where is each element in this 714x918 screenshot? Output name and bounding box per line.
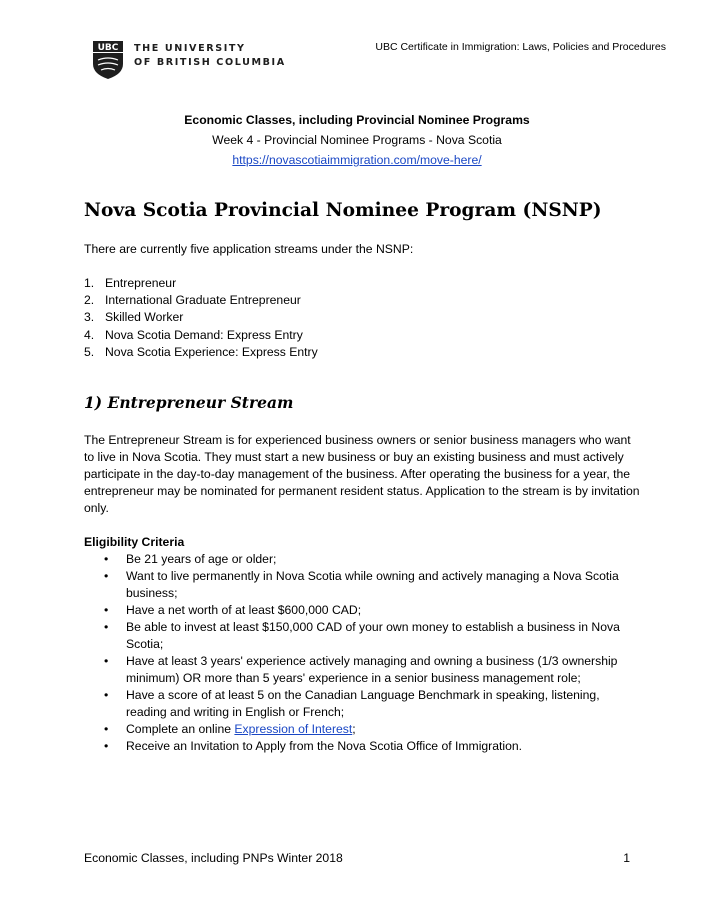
ubc-crest-icon [92, 40, 124, 80]
source-link[interactable]: https://novascotiaimmigration.com/move-here/ [232, 153, 482, 167]
section-heading: 1) Entrepreneur Stream [84, 393, 294, 412]
intro-text: There are currently five application streams under the NSNP: [84, 242, 414, 256]
list-item: 5. Nova Scotia Experience: Express Entry [84, 344, 318, 359]
list-item: • Have a net worth of at least $600,000 CAD; [104, 603, 362, 617]
expression-of-interest-link[interactable]: Expression of Interest [234, 722, 353, 736]
list-item: 3. Skilled Worker [84, 310, 184, 325]
page-heading: Nova Scotia Provincial Nominee Program (NSNP) [84, 200, 602, 221]
list-item: 4. Nova Scotia Demand: Express Entry [84, 327, 303, 342]
header-note: UBC Certificate in Immigration: Laws, Policies and Procedures [375, 41, 666, 53]
list-item: • Complete an online Expression of Interest; [104, 722, 356, 736]
footer-text: Economic Classes, including PNPs Winter 2018 [84, 851, 343, 865]
list-item: • Have a score of at least 5 on the Canadian Language Benchmark in speaking, listening, reading and writing in English or French; [104, 688, 600, 719]
list-item: • Have at least 3 years' experience actively managing and owning a business (1/3 ownership minimum) OR more than 5 years' experience in a senior business management role; [104, 654, 618, 685]
eligibility-list [104, 551, 624, 755]
document-subtitle: Week 4 - Provincial Nominee Programs - Nova Scotia [212, 133, 502, 147]
logo-line2: OF BRITISH COLUMBIA [134, 57, 286, 68]
eligibility-title: Eligibility Criteria [84, 535, 185, 549]
title-block [0, 110, 714, 170]
document-title: Economic Classes, including Provincial Nominee Programs [184, 113, 530, 127]
list-item: • Receive an Invitation to Apply from the Nova Scotia Office of Immigration. [104, 739, 523, 753]
list-item: 1. Entrepreneur [84, 276, 177, 290]
logo-line1: THE UNIVERSITY [134, 43, 246, 54]
streams-list [84, 275, 318, 361]
page-number: 1 [623, 851, 630, 865]
list-item: 2. International Graduate Entrepreneur [84, 293, 301, 308]
logo-mark: UBC [97, 43, 119, 53]
ubc-logo [92, 40, 286, 80]
list-item: • Want to live permanently in Nova Scotia while owning and actively managing a Nova Scotia business; [104, 569, 619, 600]
list-item: • Be able to invest at least $150,000 CAD of your own money to establish a business in Nova Scotia; [104, 620, 620, 651]
list-item: • Be 21 years of age or older; [104, 552, 277, 566]
section-paragraph: The Entrepreneur Stream is for experienced business owners or senior business managers who want to live in Nova Scotia. They must start a new business or buy an existing business and must actively participate in the day-to-day management of the business. After operating the business for a year, the entrepreneur may be nominated for permanent resident status. Application to the stream is by invitation only. [84, 433, 640, 515]
